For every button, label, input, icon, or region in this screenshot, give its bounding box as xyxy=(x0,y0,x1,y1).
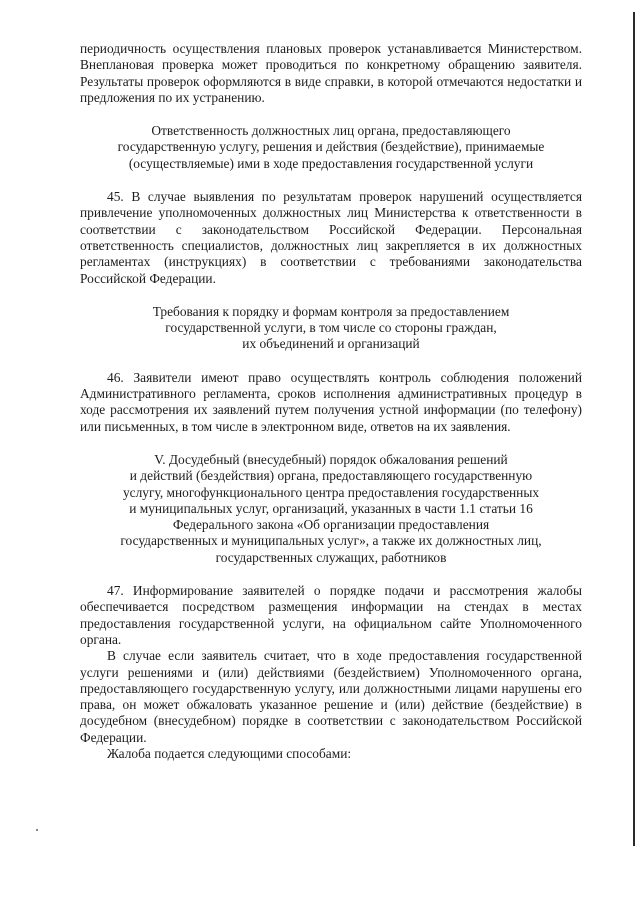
heading-section-v: V. Досудебный (внесудебный) порядок обжалования решений и действий (бездействия) органа, предоставляющего государственную услугу, многофункционального центра предоставления государственных и муниципальных услуг, организаций, указанных в части 1.1 статьи 16 Федерального закона «Об организации предоставления государственных и муниципальных услуг», а также их должностных лиц, государственных служащих, работников xyxy=(120,451,542,565)
paragraph-47: 47. Информирование заявителей о порядке подачи и рассмотрения жалобы обеспечивается посредством размещения информации на стендах в местах предоставления государственной услуги, на официальном сайте Уполномоченного органа. xyxy=(80,583,582,647)
paragraph-46: 46. Заявители имеют право осуществлять контроль соблюдения положений Административного регламента, сроков исполнения административных процедур в ходе рассмотрения их заявлений путем получения устной информации (по телефону) или письменных, в том числе в электронном виде, ответов на их заявления. xyxy=(80,369,582,434)
heading-requirements: Требования к порядку и формам контроля за предоставлением государственной услуги, в том числе со стороны граждан, их объединений и организаций xyxy=(152,303,510,352)
paragraph-45: 45. В случае выявления по результатам проверок нарушений осуществляется привлечение уполномоченных должностных лиц Министерства к ответственности в соответствии с законодательством Российской Федерации. Персональная ответственность специалистов, должностных лиц закрепляется в их должностных регламентах (инструкциях) в соответствии с требованиями законодательства Российской Федерации. xyxy=(80,189,582,286)
scan-speck xyxy=(36,829,38,831)
heading-responsibility: Ответственность должностных лиц органа, предоставляющего государственную услугу, решения и действия (бездействие), принимаемые (осуществляемые) ими в ходе предоставления государственной услуги xyxy=(117,123,545,171)
paragraph-intro: периодичность осуществления плановых проверок устанавливается Министерством. Внеплановая проверка может проводиться по конкретному обращению заявителя. Результаты проверок оформляются в виде справки, в которой отмечаются недостатки и предложения по их устранению. xyxy=(80,41,582,105)
paragraph-47-rights: В случае если заявитель считает, что в ходе предоставления государственной услуги решениями и (или) действиями (бездействием) Уполномоченного органа, предоставляющего государственную услугу, или должностными лицами нарушены его права, он может обжаловать указанное решение и (или) действие (бездействие) в досудебном (внесудебном) порядке в соответствии с законодательством Российской Федерации. xyxy=(80,648,582,745)
paragraph-47-methods: Жалоба подается следующими способами: xyxy=(107,745,352,761)
document-page xyxy=(80,41,582,762)
page-edge-shadow xyxy=(633,12,635,846)
